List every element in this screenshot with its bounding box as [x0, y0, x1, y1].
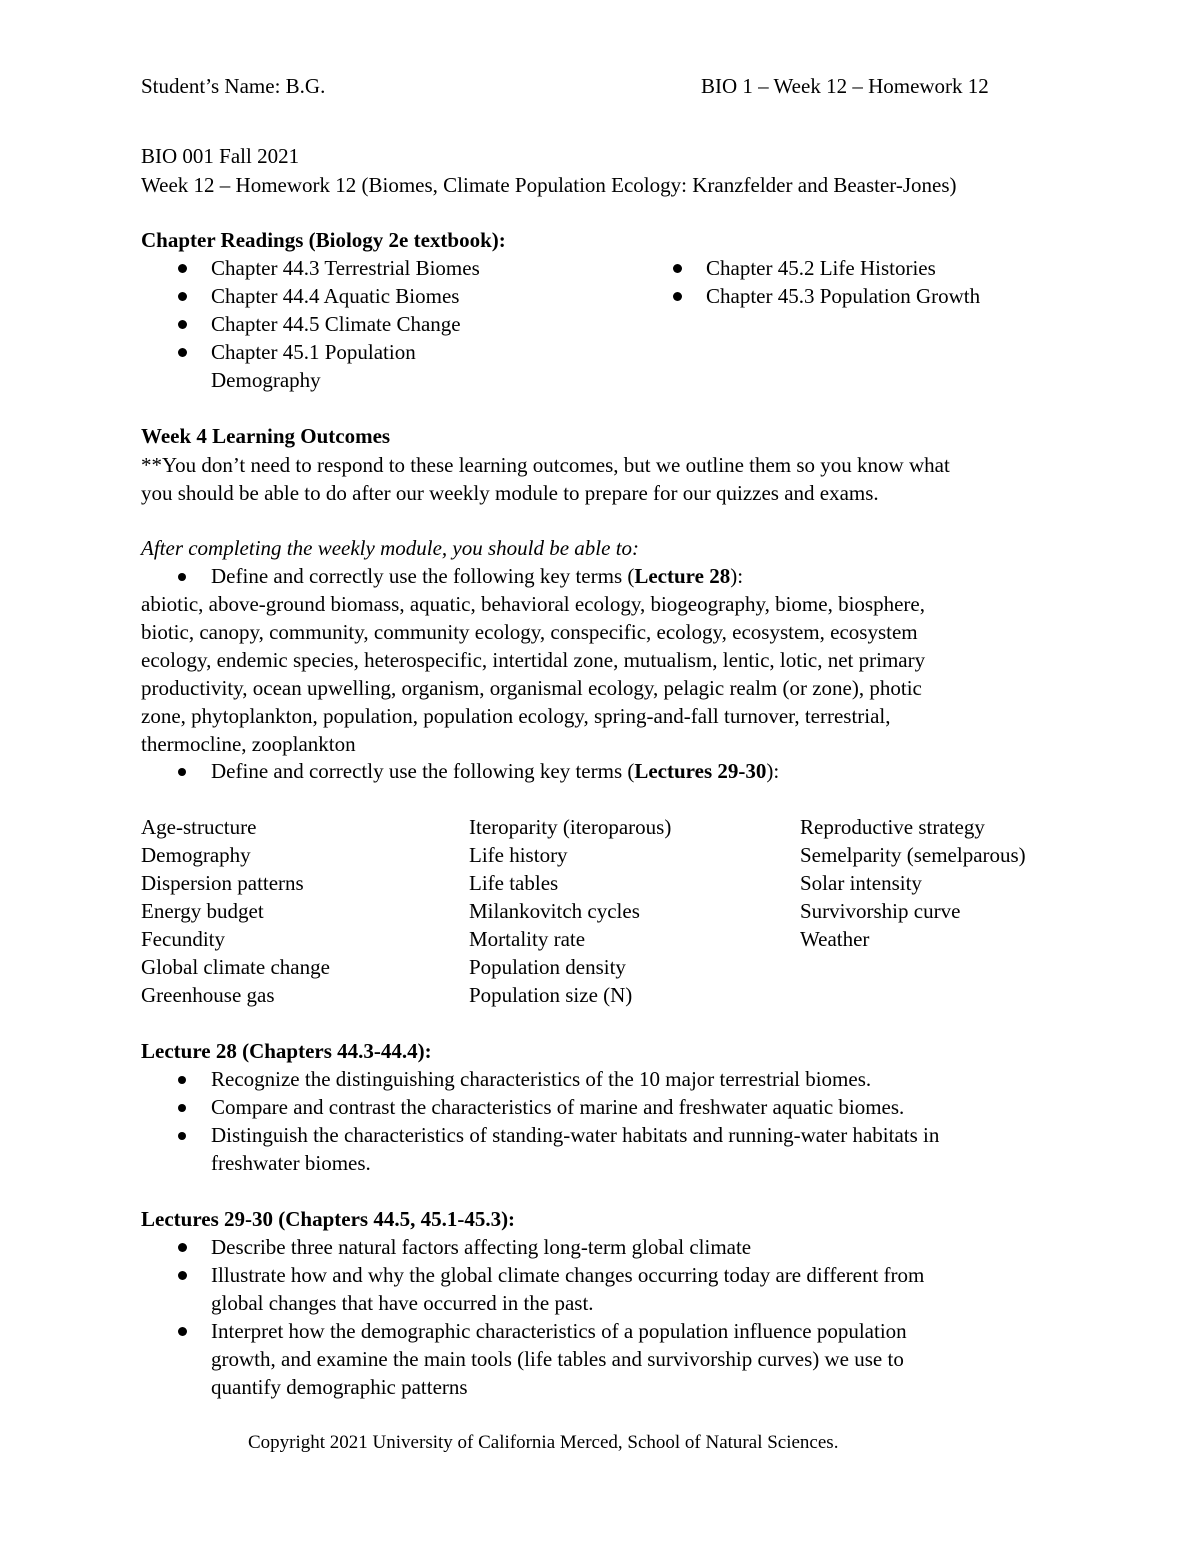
reading-item: Chapter 45.1 Population — [211, 340, 416, 364]
term-cell: Dispersion patterns — [141, 871, 304, 895]
bullet-icon — [178, 573, 186, 581]
term-cell: Life tables — [469, 871, 559, 895]
lecture-28-item: Distinguish the characteristics of standing-water habitats and running-water habitats in — [211, 1123, 940, 1147]
bullet-icon — [178, 348, 187, 357]
course-label: BIO 1 – Week 12 – Homework 12 — [701, 74, 989, 98]
term-cell: Life history — [469, 843, 568, 867]
lecture-28-item: Compare and contrast the characteristics of marine and freshwater aquatic biomes. — [211, 1095, 905, 1119]
term-cell: Global climate change — [141, 955, 330, 979]
student-name: Student’s Name: B.G. — [141, 74, 326, 98]
reading-item-continuation: Demography — [211, 368, 321, 392]
bullet-icon — [673, 264, 682, 273]
reading-item: Chapter 44.3 Terrestrial Biomes — [211, 256, 480, 280]
term-cell: Energy budget — [141, 899, 264, 923]
bullet-icon — [178, 1076, 186, 1084]
terms-line: productivity, ocean upwelling, organism, organismal ecology, pelagic realm (or zone), photic — [141, 676, 922, 700]
term-cell: Semelparity (semelparous) — [800, 843, 1026, 867]
lecture-29-30-item-continuation: global changes that have occurred in the past. — [211, 1291, 594, 1315]
bullet-icon — [178, 320, 187, 329]
outcomes-note-line: you should be able to do after our weekly module to prepare for our quizzes and exams. — [141, 481, 879, 505]
copyright-footer: Copyright 2021 University of California Merced, School of Natural Sciences. — [248, 1432, 839, 1453]
bullet-icon — [178, 768, 186, 776]
terms-line: ecology, endemic species, heterospecific, intertidal zone, mutualism, lentic, lotic, net primary — [141, 648, 926, 672]
lecture-28-item-continuation: freshwater biomes. — [211, 1151, 371, 1175]
outcomes-heading: Week 4 Learning Outcomes — [141, 424, 391, 448]
term-cell: Mortality rate — [469, 927, 586, 951]
term-cell: Solar intensity — [800, 871, 922, 895]
bullet-icon — [178, 264, 187, 273]
term-cell: Age-structure — [141, 815, 257, 839]
term-cell: Survivorship curve — [800, 899, 961, 923]
terms-line: abiotic, above-ground biomass, aquatic, behavioral ecology, biogeography, biome, biosphere, — [141, 592, 925, 616]
outcomes-intro: After completing the weekly module, you should be able to: — [141, 536, 640, 560]
term-cell: Weather — [800, 927, 870, 951]
lecture-29-30-item-continuation: quantify demographic patterns — [211, 1375, 468, 1399]
bullet-icon — [178, 1327, 187, 1336]
terms-line: thermocline, zooplankton — [141, 732, 356, 756]
lecture-29-30-heading: Lectures 29-30 (Chapters 44.5, 45.1-45.3): — [141, 1207, 516, 1231]
term-cell: Milankovitch cycles — [469, 899, 640, 923]
term-cell: Demography — [141, 843, 251, 867]
terms-line: zone, phytoplankton, population, population ecology, spring-and-fall turnover, terrestrial, — [141, 704, 891, 728]
reading-item: Chapter 44.5 Climate Change — [211, 312, 461, 336]
term-cell: Population size (N) — [469, 983, 633, 1007]
bullet-icon — [178, 1132, 186, 1140]
term-cell: Reproductive strategy — [800, 815, 985, 839]
bullet-icon — [673, 292, 682, 301]
term-cell: Iteroparity (iteroparous) — [469, 815, 672, 839]
bullet-icon — [178, 292, 187, 301]
lecture-28-item: Recognize the distinguishing characteristics of the 10 major terrestrial biomes. — [211, 1067, 872, 1091]
readings-heading: Chapter Readings (Biology 2e textbook): — [141, 228, 506, 252]
assignment-title: Week 12 – Homework 12 (Biomes, Climate Population Ecology: Kranzfelder and Beaster-Jones) — [141, 173, 957, 197]
lecture-29-30-item-continuation: growth, and examine the main tools (life tables and survivorship curves) we use to — [211, 1347, 904, 1371]
lecture-28-heading: Lecture 28 (Chapters 44.3-44.4): — [141, 1039, 432, 1063]
term-cell: Fecundity — [141, 927, 225, 951]
lecture-29-30-item: Describe three natural factors affecting long-term global climate — [211, 1235, 752, 1259]
term-cell: Population density — [469, 955, 626, 979]
reading-item: Chapter 45.2 Life Histories — [706, 256, 936, 280]
term-cell: Greenhouse gas — [141, 983, 275, 1007]
lecture-29-30-item: Interpret how the demographic characteristics of a population influence population — [211, 1319, 907, 1343]
lecture-29-30-item: Illustrate how and why the global climate changes occurring today are different from — [211, 1263, 925, 1287]
reading-item: Chapter 44.4 Aquatic Biomes — [211, 284, 460, 308]
bullet-icon — [178, 1104, 186, 1112]
key-terms-bullet-2: Define and correctly use the following key terms (Lectures 29-30): — [211, 759, 780, 783]
reading-item: Chapter 45.3 Population Growth — [706, 284, 981, 308]
bullet-icon — [178, 1271, 187, 1280]
terms-line: biotic, canopy, community, community ecology, conspecific, ecology, ecosystem, ecosystem — [141, 620, 918, 644]
outcomes-note-line: **You don’t need to respond to these learning outcomes, but we outline them so you know what — [141, 453, 950, 477]
bullet-icon — [178, 1243, 187, 1252]
course-title: BIO 001 Fall 2021 — [141, 144, 300, 168]
key-terms-bullet-1: Define and correctly use the following key terms (Lecture 28): — [211, 564, 744, 588]
